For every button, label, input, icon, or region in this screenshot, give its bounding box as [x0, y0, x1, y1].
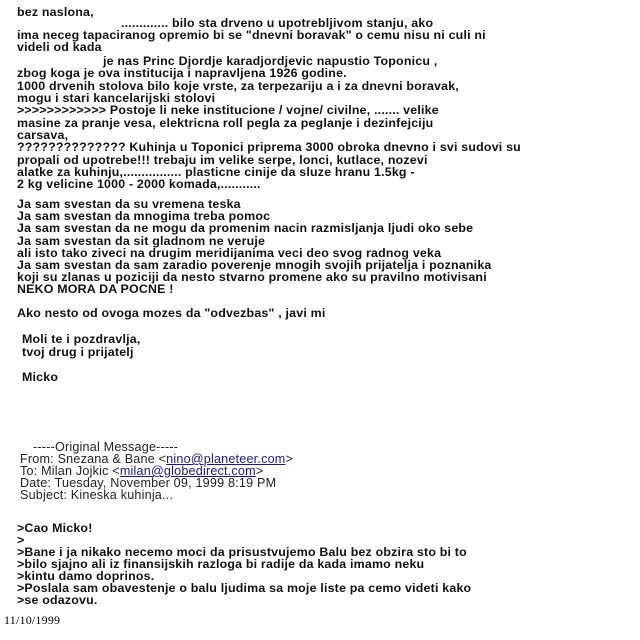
quoted-line: > [17, 533, 25, 547]
body-line: je nas Princ Djordje karadjordjevic napustio Toponicu , [103, 54, 438, 68]
quoted-line: >se odazovu. [17, 593, 98, 607]
body-line: videli od kada [17, 40, 102, 54]
to-email-link[interactable]: milan@globedirect.com [119, 464, 256, 478]
body-line: 1000 drvenih stolova bilo koje vrste, za terpezariju a i za dnevni boravak, [17, 79, 459, 93]
from-email-link[interactable]: nino@planeteer.com [166, 452, 286, 466]
awareness-line: Ja sam svestan da sam zaradio poverenje mnogih svojih prijatelja i poznanika [17, 258, 492, 272]
closing-regards: Moli te i pozdravlja, [22, 332, 141, 346]
awareness-line: Ja sam svestan da sit gladnom ne veruje [17, 234, 266, 248]
quoted-line: >kintu damo doprinos. [17, 569, 155, 583]
body-line: ?????????????? Kuhinja u Toponici priprema 3000 obroka dnevno i svi sudovi su [17, 140, 521, 154]
awareness-line: Ja sam svestan da ne mogu da promenim nacin razmisljanja ljudi oko sebe [17, 221, 474, 235]
from-label: From: Snezana & Bane < [20, 452, 167, 466]
awareness-line: Ja sam svestan da su vremena teska [17, 197, 241, 211]
quoted-line: >Poslala sam obavestenje o balu ljudima sa moje liste pa cemo videti kako [17, 581, 472, 595]
body-line: mogu i stari kancelarijski stolovi [17, 91, 216, 105]
quoted-line: >Bane i ja nikako necemo moci da prisustvujemo Balu bez obzira sto bi to [17, 545, 467, 559]
date-line: Date: Tuesday, November 09, 1999 8:19 PM [20, 476, 277, 490]
awareness-line: koji su zlanas u poziciji da nesto stvarno promene ako su pravilno motivisani [17, 270, 487, 284]
body-line: propali od upotrebe!!! trebaju im velike serpe, lonci, kutlace, nozevi [17, 153, 428, 167]
body-line: bez naslona, [17, 5, 94, 19]
body-line: masine za pranje vesa, elektricna roll pegla za peglanje i dezinfejciju [17, 116, 434, 130]
signature: Micko [22, 370, 59, 384]
body-line: zbog koga je ova institucija i napravljena 1926 godine. [17, 66, 347, 80]
original-message-divider: -----Original Message----- [33, 440, 179, 454]
body-line: alatke za kuhinju,................ plasticne cinije da sluze hranu 1.5kg - [17, 165, 415, 179]
body-line: 2 kg velicine 1000 - 2000 komada,........... [17, 177, 261, 191]
closing-regards: tvoj drug i prijatelj [22, 345, 134, 359]
body-line: >>>>>>>>>>>> Postoje li neke institucione / vojne/ civilne, ....... velike [17, 103, 439, 117]
awareness-line: ali isto tako ziveci na drugim meridijanima veci deo svog radnog veka [17, 246, 442, 260]
body-line: ima neceg tapaciranog opremio bi se "dnevni boravak" o cemu nisu ni culi ni [17, 28, 486, 42]
quoted-line: >bilo sjajno ali iz finansijskih razloga bi radije da kada imamo neku [17, 557, 425, 571]
closing-request: Ako nesto od ovoga mozes da "odvezbas" , javi mi [17, 306, 326, 320]
to-label: To: Milan Jojkic < [20, 464, 120, 478]
to-end: > [255, 464, 264, 478]
awareness-line: NEKO MORA DA POCNE ! [17, 282, 174, 296]
body-line: ............. bilo sta drveno u upotrebljivom stanju, ako [121, 16, 434, 30]
subject-line: Subject: Kineska kuhinja... [20, 488, 174, 502]
quoted-line: >Cao Micko! [17, 521, 93, 535]
body-line: carsava, [17, 128, 69, 142]
fax-date-stamp: 11/10/1999 [4, 613, 61, 627]
from-end: > [285, 452, 294, 466]
awareness-line: Ja sam svestan da mnogima treba pomoc [17, 209, 271, 223]
